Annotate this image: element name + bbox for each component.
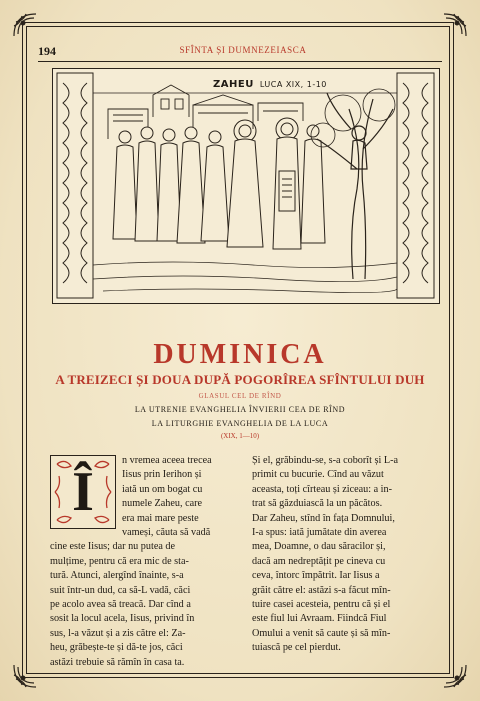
title-block [48,340,432,441]
corner-ornament-icon [12,12,38,38]
text-line: trat să găzduiască la un păcătos. [252,498,383,510]
text-line: vameși, căuta să vadă [122,527,211,539]
text-line: mea, Doamne, o dau săracilor și, [252,541,386,553]
caption-name: ZAHEU [213,79,254,90]
page-number: 194 [38,44,56,58]
text-line: grăit către el: astăzi s-a făcut mîn- [252,584,391,596]
text-line: Dar Zaheu, stînd în fața Domnului, [252,512,395,524]
text-line: heu, grăbește-te și dă-te jos, căci [50,642,183,654]
liturgy-line: LA LITURGHIE EVANGHELIA DE LA LUCA [151,419,329,428]
corner-ornament-icon [442,663,468,689]
text-line: n vremea aceea trecea [122,455,212,466]
text-line: suit într-un dud, ca să-L vadă, căci [50,584,191,596]
matins-line: LA UTRENIE EVANGHELIA ÎNVIERII CEA DE RÎND [134,405,346,414]
text-line: cine este Iisus; dar nu putea de [50,541,176,553]
text-line: Și el, grăbindu-se, s-a coborît și L-a [252,455,398,466]
text-line: era mai mare peste [122,512,199,524]
text-line: Iisus prin Ierihon și [122,469,202,481]
text-line: tuiască pe cel pierdut. [252,642,341,654]
text-line: tuire casei acesteia, pentru că și el [252,599,391,611]
page-header [38,44,442,60]
zacchaeus-engraving [52,68,440,304]
text-column-right [252,454,444,656]
drop-cap-letter: Î [72,461,94,523]
main-title: DUMINICA [153,339,327,370]
text-line: mulțime, pentru că era mic de sta- [50,555,189,567]
engraving-image [53,69,438,302]
text-line: sosit la locul acela, Iisus, privind în [50,613,195,625]
text-line: Omului a venit să caute și să mîn- [252,627,391,639]
corner-ornament-icon [12,663,38,689]
text-line: aceasta, toți cîrteau și ziceau: a in- [252,483,393,495]
text-line: I-a spus: iată jumătate din averea [252,527,387,539]
text-line: primit cu bucurie. Cînd au văzut [252,469,384,481]
corner-ornament-icon [442,12,468,38]
text-line: dacă am nedreptățit pe cineva cu [252,555,386,567]
header-rule [38,61,442,62]
gospel-reference: (XIX, 1—10) [220,432,260,440]
text-column-left [50,454,238,670]
text-line: tură. Atunci, alergînd înainte, s-a [50,570,184,582]
caption-reference: LUCA XIX, 1-10 [259,80,327,89]
text-line: este fiul lui Avraam. Fiindcă Fiul [252,613,387,625]
text-line: sus, l-a văzut și a zis către el: Za- [50,627,186,639]
text-line: iată un om bogat cu [122,483,203,495]
text-line: astăzi trebuie să rămîn în casa ta. [50,656,185,668]
sub-title: A TREIZECI ȘI DOUA DUPĂ POGORÎREA SFÎNTULUI DUH [55,372,425,387]
glas-line: GLASUL CEL DE RÎND [198,392,282,400]
text-line: ceva, întorc împătrit. Iar Iisus a [252,570,380,582]
engraving-caption [213,79,327,90]
text-line: pe acolo avea să treacă. Dar cînd a [50,599,191,611]
text-line: numele Zaheu, care [122,498,203,510]
running-title: SFÎNTA ȘI DUMNEZEIASCA [179,45,307,55]
